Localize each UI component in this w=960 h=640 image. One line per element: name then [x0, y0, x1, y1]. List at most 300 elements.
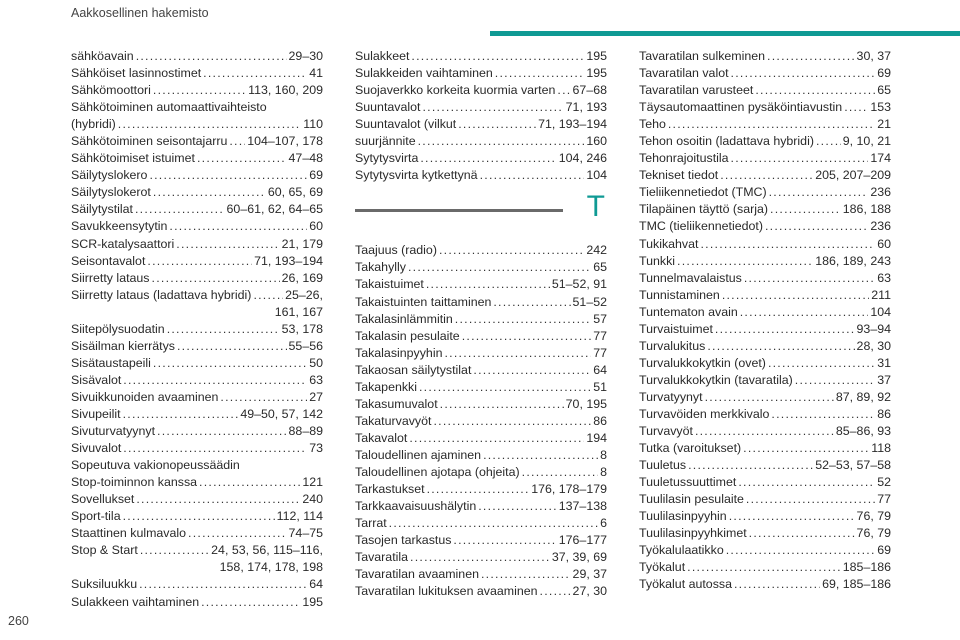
entry-pages: 185–186: [842, 560, 891, 575]
entry-term: Siirretty lataus: [71, 270, 150, 285]
index-entry: [355, 447, 607, 464]
dot-leader: [203, 65, 307, 82]
entry-pages: 55–56: [288, 338, 323, 353]
dot-leader: [473, 362, 591, 379]
index-entry: [355, 328, 607, 345]
dot-leader: [149, 167, 307, 184]
dot-leader: [123, 372, 307, 389]
index-entry: [71, 542, 323, 559]
entry-term: Sisävalot: [71, 372, 122, 387]
dot-leader: [731, 150, 869, 167]
entry-term: Takalasinlämmitin: [355, 311, 453, 326]
dot-leader: [677, 253, 813, 270]
index-entry: [639, 457, 891, 474]
entry-pages: 76, 79: [856, 509, 891, 524]
entry-term: Siitepölysuodatin: [71, 321, 165, 336]
entry-pages: 51–52, 91: [551, 277, 607, 292]
entry-term: Tuntematon avain: [639, 304, 738, 319]
entry-term: Suksiluukku: [71, 577, 138, 592]
entry-term: Sähkötoimiset istuimet: [71, 151, 195, 166]
index-entry: [639, 542, 891, 559]
index-entry: [71, 167, 323, 184]
dot-leader: [136, 48, 287, 65]
entry-term: Takalasinpyyhin: [355, 345, 443, 360]
index-entry: [71, 406, 323, 423]
index-entry: [355, 396, 607, 413]
index-entry: [71, 236, 323, 253]
entry-pages: 52–53, 57–58: [815, 458, 891, 473]
dot-leader: [136, 491, 300, 508]
dot-leader: [557, 82, 570, 99]
dot-leader: [722, 287, 869, 304]
entry-term: Turvaistuimet: [639, 321, 713, 336]
dot-leader: [455, 311, 591, 328]
entry-pages: 174: [870, 151, 891, 166]
index-entry: [71, 270, 323, 287]
entry-pages: 86: [877, 406, 891, 421]
entry-pages: 104: [586, 168, 607, 183]
dot-leader: [770, 201, 841, 218]
entry-pages: 71, 193–194: [254, 253, 323, 268]
entry-pages: 160: [586, 134, 607, 149]
entry-term: Turvatyynyt: [639, 389, 703, 404]
entry-pages: 37: [877, 372, 891, 387]
index-entry: [639, 559, 891, 576]
entry-pages: 25–26,: [285, 287, 323, 302]
index-entry: [355, 498, 607, 515]
index-entry: [355, 379, 607, 396]
index-entry: [639, 440, 891, 457]
section-letter: T: [586, 190, 605, 224]
dot-leader: [135, 201, 225, 218]
index-entry: [71, 82, 323, 99]
index-entry: [71, 372, 323, 389]
dot-leader: [177, 338, 287, 355]
index-entry: [639, 133, 891, 150]
dot-leader: [734, 576, 820, 593]
entry-pages: 60, 65, 69: [267, 185, 323, 200]
dot-leader: [439, 242, 584, 259]
index-entry: [71, 491, 323, 508]
index-entry: [639, 389, 891, 406]
entry-term: sähköavain: [71, 49, 134, 63]
dot-leader: [483, 447, 598, 464]
entry-term: Sport-tila: [71, 509, 121, 524]
entry-pages: 195: [586, 49, 607, 63]
entry-pages: 110: [303, 117, 323, 132]
entry-pages: 27: [309, 389, 323, 404]
entry-pages: 29, 37: [572, 567, 607, 582]
entry-pages: 88–89: [288, 424, 323, 439]
index-entry: [639, 321, 891, 338]
index-entry: [71, 253, 323, 270]
entry-pages: 71, 193: [565, 100, 607, 115]
dot-leader: [410, 549, 550, 566]
entry-pages: 69, 185–186: [822, 577, 891, 592]
entry-term: Tavaratilan valot: [639, 66, 729, 81]
index-entry: [355, 48, 607, 65]
dot-leader: [123, 440, 307, 457]
index-entry: [639, 508, 891, 525]
entry-pages: 69: [877, 66, 891, 81]
entry-pages: 87, 89, 92: [835, 389, 891, 404]
dot-leader: [444, 345, 591, 362]
entry-term: Tehon osoitin (ladattava hybridi): [639, 134, 814, 149]
dot-leader: [707, 338, 854, 355]
dot-leader: [726, 542, 875, 559]
dot-leader: [687, 559, 841, 576]
entry-term: Savukkeensytytin: [71, 219, 168, 234]
entry-pages: 240: [302, 492, 323, 507]
entry-term: Sähköiset lasinnostimet: [71, 66, 202, 81]
dot-leader: [411, 48, 584, 65]
dot-leader: [688, 457, 813, 474]
index-entry: [355, 532, 607, 549]
entry-pages: 93–94: [856, 321, 891, 336]
entry-term: Tunnelmavalaistus: [639, 270, 742, 285]
index-entry: [71, 65, 323, 82]
dot-leader: [743, 440, 869, 457]
entry-term: Työkalut autossa: [639, 577, 732, 592]
entry-term: Sähkömoottori: [71, 83, 151, 98]
index-entry: [355, 430, 607, 447]
index-entry: [639, 184, 891, 201]
index-entry: [71, 321, 323, 338]
dot-leader: [720, 167, 813, 184]
entry-pages: 113, 160, 209: [248, 83, 323, 98]
dot-leader: [176, 236, 279, 253]
entry-pages: 73: [309, 441, 323, 456]
entry-term: Siirretty lataus (ladattava hybridi): [71, 287, 252, 302]
dot-leader: [744, 270, 875, 287]
entry-pages: 65: [593, 260, 607, 275]
dot-leader: [755, 82, 875, 99]
dot-leader: [123, 406, 239, 423]
entry-term: Takaistuinten taittaminen: [355, 294, 492, 309]
index-entry: [639, 491, 891, 508]
dot-leader: [769, 184, 869, 201]
dot-leader: [153, 184, 266, 201]
dot-leader: [229, 133, 245, 150]
dot-leader: [418, 133, 585, 150]
dot-leader: [705, 389, 834, 406]
entry-term: Tehonrajoitustila: [639, 151, 729, 166]
entry-term: Tavaratila: [355, 550, 409, 565]
entry-term: Takapenkki: [355, 379, 417, 394]
index-entry: [639, 116, 891, 133]
entry-pages: 24, 53, 56, 115–116,: [211, 543, 323, 558]
dot-leader: [740, 304, 869, 321]
entry-pages: 64: [593, 362, 607, 377]
dot-leader: [427, 481, 530, 498]
index-entry: [639, 99, 891, 116]
dot-leader: [153, 355, 307, 372]
dot-leader: [140, 542, 209, 559]
index-entry: [639, 201, 891, 218]
index-entry: [71, 355, 323, 372]
dot-leader: [188, 525, 287, 542]
index-entry: [355, 242, 607, 259]
entry-pages: 57: [593, 311, 607, 326]
entry-term: Sisäilman kierrätys: [71, 338, 175, 353]
entry-term: Staattinen kulmavalo: [71, 526, 187, 541]
dot-leader: [749, 525, 855, 542]
index-entry: [639, 270, 891, 287]
dot-leader: [746, 491, 875, 508]
dot-leader: [123, 508, 275, 525]
index-entry: [355, 259, 607, 276]
entry-term: Teho: [639, 117, 666, 132]
entry-pages: 51–52: [572, 294, 607, 309]
entry-term: Säilytystilat: [71, 202, 133, 217]
entry-term: Työkalulaatikko: [639, 543, 724, 558]
entry-term: Tunkki: [639, 253, 676, 268]
entry-pages-continued: 161, 167: [274, 304, 323, 319]
entry-term: Sähkötoiminen seisontajarru: [71, 134, 228, 149]
section-rule: [355, 209, 563, 212]
dot-leader: [440, 396, 564, 413]
dot-leader: [426, 276, 550, 293]
entry-term: Sulakkeiden vaihtaminen: [355, 66, 493, 81]
index-entry: [639, 253, 891, 270]
dot-leader: [152, 270, 280, 287]
dot-leader: [199, 474, 300, 491]
entry-pages: 21: [877, 117, 891, 132]
entry-term: Sivupeilit: [71, 406, 121, 421]
dot-leader: [495, 65, 585, 82]
dot-leader: [767, 48, 855, 65]
entry-pages: 51: [593, 379, 607, 394]
header-accent-bar: [490, 31, 960, 36]
index-entry: [639, 48, 891, 65]
entry-term: Tavaratilan avaaminen: [355, 567, 479, 582]
entry-pages: 194: [586, 430, 607, 445]
entry-term: suurjännite: [355, 134, 416, 149]
index-entry: [639, 236, 891, 253]
dot-leader: [422, 99, 563, 116]
entry-term: Täysautomaattinen pysäköintiavustin: [639, 100, 843, 115]
index-entry: [71, 576, 323, 593]
index-entry: [355, 345, 607, 362]
entry-pages: 195: [586, 66, 607, 81]
index-entry: [355, 82, 607, 99]
index-column-1: [71, 48, 323, 611]
entry-term: Sytytysvirta kytkettynä: [355, 168, 478, 183]
entry-term: Tarkastukset: [355, 482, 425, 497]
index-entry: [71, 133, 323, 150]
index-entry: [71, 389, 323, 406]
dot-leader: [844, 99, 868, 116]
entry-term: TMC (tieliikennetiedot): [639, 219, 763, 234]
dot-leader: [458, 116, 536, 133]
dot-leader: [420, 150, 556, 167]
entry-pages: 65: [877, 83, 891, 98]
entry-pages: 121: [302, 475, 323, 490]
dot-leader: [715, 321, 855, 338]
entry-pages: 85–86, 93: [835, 424, 891, 439]
entry-term: Tukikahvat: [639, 236, 699, 251]
entry-pages: 104–107, 178: [247, 134, 323, 149]
index-entry: [639, 423, 891, 440]
dot-leader: [157, 423, 287, 440]
index-entry: [639, 167, 891, 184]
index-entry: [355, 362, 607, 379]
dot-leader: [480, 167, 585, 184]
entry-pages: 29–30: [288, 49, 323, 63]
page-number: 260: [8, 614, 29, 628]
entry-pages: 49–50, 57, 142: [240, 406, 323, 421]
entry-pages: 104, 246: [558, 151, 607, 166]
entry-pages: 118: [871, 441, 891, 456]
entry-term: Tarrat: [355, 516, 387, 531]
index-entry: [639, 338, 891, 355]
entry-pages: 9, 10, 21: [842, 134, 891, 149]
index-column-2: [355, 48, 607, 600]
dot-leader: [201, 594, 300, 611]
entry-pages: 52: [877, 475, 891, 490]
dot-leader: [540, 583, 571, 600]
entry-term: Tilapäinen täyttö (sarja): [639, 202, 769, 217]
entry-pages: 26, 169: [281, 270, 323, 285]
index-entry: [355, 413, 607, 430]
dot-leader: [147, 253, 252, 270]
entry-term: Säilytyslokerot: [71, 185, 151, 200]
index-entry: [639, 525, 891, 542]
entry-term: Tuuletussuuttimet: [639, 475, 737, 490]
index-entry: [71, 423, 323, 440]
index-entry: [355, 65, 607, 82]
dot-leader: [433, 413, 591, 430]
entry-pages: 69: [877, 543, 891, 558]
entry-pages: 236: [870, 185, 891, 200]
dot-leader: [169, 218, 307, 235]
dot-leader: [522, 464, 598, 481]
index-entry: [355, 276, 607, 293]
entry-term: Tunnistaminen: [639, 287, 720, 302]
dot-leader: [700, 236, 875, 253]
entry-term: Turvavöiden merkkivalo: [639, 406, 770, 421]
index-entry: [355, 549, 607, 566]
index-entry: [71, 218, 323, 235]
entry-term: SCR-katalysaattori: [71, 236, 175, 251]
dot-leader: [668, 116, 875, 133]
entry-term: Takaistuimet: [355, 277, 424, 292]
index-entry: [71, 184, 323, 201]
index-entry: [71, 508, 323, 525]
dot-leader: [153, 82, 246, 99]
index-entry: [71, 594, 323, 611]
dot-leader: [481, 566, 571, 583]
entry-pages: 60: [877, 236, 891, 251]
entry-pages: 195: [302, 594, 323, 609]
entry-pages: 53, 178: [281, 321, 323, 336]
dot-leader: [167, 321, 280, 338]
dot-leader: [139, 576, 307, 593]
index-entry: [639, 576, 891, 593]
dot-leader: [795, 372, 875, 389]
entry-term: Työkalut: [639, 560, 686, 575]
index-entry: [71, 474, 323, 491]
index-entry: [71, 116, 323, 133]
entry-term: Takaturvavyöt: [355, 413, 432, 428]
index-entry: [71, 525, 323, 542]
entry-pages: 8: [600, 464, 607, 479]
entry-pages-continued: 158, 174, 178, 198: [219, 560, 323, 575]
entry-pages: 8: [600, 447, 607, 462]
entry-pages: 60: [309, 219, 323, 234]
index-entry: [355, 116, 607, 133]
entry-pages: 64: [309, 577, 323, 592]
entry-pages: 63: [877, 270, 891, 285]
entry-pages: 112, 114: [276, 509, 323, 524]
entry-term: Sytytysvirta: [355, 151, 419, 166]
entry-term: Suuntavalot: [355, 100, 421, 115]
dot-leader: [118, 116, 301, 133]
entry-pages: 76, 79: [856, 526, 891, 541]
index-entry: [355, 99, 607, 116]
entry-term: Tuulilasinpyyhkimet: [639, 526, 747, 541]
entry-pages: 30, 37: [856, 49, 891, 63]
entry-pages: 71, 193–194: [538, 117, 607, 132]
entry-term: Tavaratilan varusteet: [639, 83, 754, 98]
entry-term: Tasojen tarkastus: [355, 533, 452, 548]
entry-term: Takalasin pesulaite: [355, 328, 460, 343]
entry-pages: 74–75: [288, 526, 323, 541]
entry-term: Stop-toiminnon kanssa: [71, 475, 198, 490]
entry-pages: 41: [309, 66, 323, 81]
running-header-title: Aakkosellinen hakemisto: [71, 6, 209, 20]
index-entry: [639, 474, 891, 491]
entry-term: Tutka (varoitukset): [639, 441, 742, 456]
entry-term: Stop & Start: [71, 543, 138, 558]
dot-leader: [419, 379, 591, 396]
entry-pages: 176–177: [558, 533, 607, 548]
entry-term: Taloudellinen ajaminen: [355, 447, 482, 462]
index-entry: [355, 133, 607, 150]
index-entry: [355, 583, 607, 600]
index-entry: [639, 287, 891, 304]
dot-leader: [731, 65, 876, 82]
dot-leader: [695, 423, 834, 440]
entry-term: Turvalukkokytkin (tavaratila): [639, 372, 793, 387]
entry-pages: 69: [309, 168, 323, 183]
entry-term: (hybridi): [71, 117, 116, 132]
entry-term: Sivuturvatyynyt: [71, 424, 156, 439]
index-entry: [639, 65, 891, 82]
dot-leader: [768, 355, 875, 372]
entry-term: Sivuvalot: [71, 441, 122, 456]
index-entry: [71, 287, 323, 304]
index-entry: [71, 201, 323, 218]
entry-pages: 205, 207–209: [815, 168, 891, 183]
entry-pages: 186, 189, 243: [815, 253, 891, 268]
entry-term: Turvalukkokytkin (ovet): [639, 355, 766, 370]
index-entry: [355, 311, 607, 328]
entry-term: Turvavyöt: [639, 424, 693, 439]
entry-term: Suuntavalot (vilkut: [355, 117, 457, 132]
entry-pages: 70, 195: [565, 396, 607, 411]
index-entry: [639, 372, 891, 389]
entry-term: Tavaratilan lukituksen avaaminen: [355, 584, 538, 599]
dot-leader: [729, 508, 855, 525]
index-entry: [71, 440, 323, 457]
entry-pages: 63: [309, 372, 323, 387]
dot-leader: [765, 218, 868, 235]
entry-term: Tuulilasinpyyhin: [639, 509, 727, 524]
dot-leader: [462, 328, 592, 345]
entry-pages: 242: [586, 243, 607, 258]
dot-leader: [409, 430, 584, 447]
